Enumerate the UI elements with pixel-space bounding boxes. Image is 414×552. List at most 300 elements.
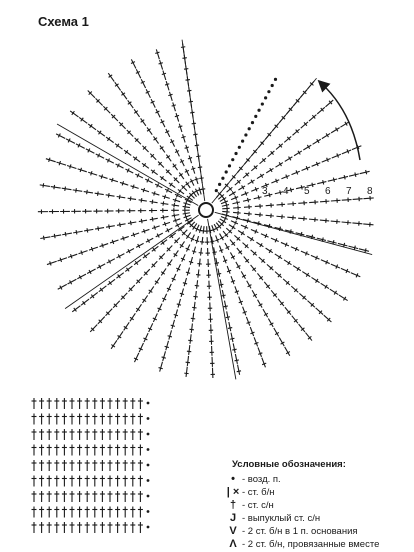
stitch-mark	[186, 182, 191, 188]
stitch-mark	[188, 334, 192, 344]
swatch-stitch	[108, 429, 113, 440]
stitch-mark	[338, 175, 348, 179]
chain-dot	[218, 183, 221, 186]
stitch-mark	[349, 173, 359, 177]
stitch-mark	[165, 188, 172, 192]
stitch-mark	[233, 205, 241, 209]
swatch-stitch	[70, 507, 75, 518]
stitch-mark	[186, 356, 190, 366]
stitch-mark	[331, 219, 341, 223]
stitch-mark	[171, 320, 175, 329]
stitch-mark	[106, 309, 113, 316]
stitch-mark	[189, 257, 193, 265]
stitch-mark	[128, 221, 136, 225]
stitch-mark	[86, 148, 95, 153]
swatch-stitch	[47, 445, 52, 456]
stitch-spoke	[72, 220, 193, 312]
stitch-mark	[153, 136, 158, 143]
stitch-mark	[301, 122, 308, 128]
stitch-mark	[121, 293, 127, 300]
stitch-mark	[71, 209, 81, 213]
stitch-mark	[84, 190, 93, 194]
stitch-mark	[266, 203, 274, 207]
stitch-mark	[136, 277, 142, 283]
swatch-stitch	[47, 507, 52, 518]
stitch-mark	[230, 240, 235, 246]
stitch-mark	[294, 151, 302, 156]
stitch-mark	[171, 208, 179, 212]
stitch-mark	[293, 129, 300, 135]
swatch-stitch	[138, 476, 143, 487]
stitch-mark	[223, 256, 227, 264]
stitch-mark	[165, 81, 169, 90]
stitch-mark	[138, 208, 146, 212]
stitch-mark	[150, 154, 156, 160]
stitch-mark	[162, 195, 169, 199]
stitch-mark	[167, 284, 171, 292]
stitch-mark	[284, 136, 291, 142]
stitch-mark	[143, 333, 148, 342]
swatch-stitch	[92, 445, 97, 456]
stitch-mark	[159, 60, 163, 70]
stitch-mark	[162, 351, 166, 361]
stitch-mark	[231, 221, 238, 225]
stitch-mark	[260, 158, 266, 164]
stitch-mark	[235, 286, 239, 294]
chain-dot	[248, 127, 251, 130]
stitch-mark	[209, 335, 213, 345]
stitch-mark	[66, 138, 75, 143]
center-ring	[199, 203, 213, 217]
stitch-spoke	[38, 208, 190, 214]
stitch-mark	[115, 144, 122, 149]
stitch-mark	[178, 124, 182, 132]
stitch-mark	[181, 254, 185, 261]
chain-dot	[251, 121, 254, 124]
swatch-stitch	[77, 445, 82, 456]
stitch-mark	[292, 316, 298, 324]
stitch-mark	[149, 208, 157, 212]
swatch-stitch	[138, 398, 143, 409]
swatch-stitch	[108, 522, 113, 533]
stitch-mark	[111, 114, 118, 121]
swatch-stitch	[85, 507, 90, 518]
stitch-mark	[175, 149, 179, 156]
stitch-mark	[311, 277, 319, 282]
stitch-mark	[172, 213, 180, 217]
chain-dot	[271, 84, 274, 87]
chain-dot	[234, 152, 237, 155]
swatch-stitch	[138, 491, 143, 502]
stitch-mark	[182, 185, 187, 190]
stitch-mark	[219, 246, 223, 253]
stitch-mark	[82, 209, 91, 213]
swatch-stitch	[85, 429, 90, 440]
stitch-mark	[78, 251, 87, 255]
stitch-mark	[152, 191, 160, 195]
stitch-mark	[153, 313, 158, 321]
stitch-mark	[178, 189, 184, 194]
stitch-mark	[215, 235, 219, 242]
stitch-spoke	[214, 224, 290, 356]
stitch-mark	[146, 89, 151, 98]
swatch-stitch	[123, 507, 128, 518]
stitch-mark	[99, 175, 108, 179]
swatch-stitch	[39, 476, 44, 487]
chain-dot	[215, 189, 218, 192]
swatch-stitch	[130, 414, 135, 425]
swatch-stitch	[39, 445, 44, 456]
stitch-mark	[257, 174, 264, 179]
chain-dot	[267, 90, 270, 93]
stitch-mark	[200, 237, 204, 245]
stitch-mark	[285, 157, 293, 162]
stitch-mark	[146, 238, 153, 242]
stitch-mark	[299, 293, 306, 299]
stitch-mark	[56, 161, 66, 165]
stitch-mark	[73, 230, 82, 234]
swatch-stitch	[108, 398, 113, 409]
stitch-mark	[165, 228, 172, 232]
stitch-mark	[291, 286, 298, 292]
stitch-spoke	[218, 100, 333, 199]
swatch-stitch	[39, 491, 44, 502]
stitch-mark	[46, 158, 56, 162]
stitch-spoke	[211, 225, 266, 367]
stitch-mark	[135, 173, 143, 177]
chain-dot	[254, 115, 257, 118]
stitch-mark	[134, 109, 139, 117]
stitch-mark	[308, 301, 315, 308]
swatch-stitch	[54, 429, 59, 440]
swatch-stitch	[115, 507, 120, 518]
stitch-mark	[305, 333, 311, 341]
swatch-stitch	[54, 414, 59, 425]
stitch-mark	[195, 280, 199, 288]
stitch-mark	[72, 306, 80, 312]
stitch-mark	[157, 304, 162, 312]
stitch-mark	[229, 225, 235, 230]
stitch-mark	[271, 290, 277, 297]
swatch-stitch	[130, 491, 135, 502]
swatch-chain-dot	[147, 464, 150, 467]
swatch-stitch	[123, 445, 128, 456]
stitch-mark	[51, 234, 61, 238]
stitch-mark	[161, 240, 167, 245]
stitch-mark	[275, 190, 283, 194]
circle-wedges	[38, 40, 374, 380]
stitch-mark	[47, 261, 57, 265]
round-number: 3	[262, 186, 268, 197]
swatch-stitch	[123, 491, 128, 502]
stitch-mark	[166, 155, 171, 162]
swatch-stitch	[54, 445, 59, 456]
stitch-mark	[190, 324, 194, 333]
stitch-spoke	[111, 223, 197, 348]
stitch-mark	[342, 220, 352, 224]
swatch-stitch	[47, 460, 52, 471]
stitch-mark	[116, 209, 125, 213]
stitch-mark	[170, 139, 174, 147]
stitch-mark	[317, 107, 325, 114]
stitch-mark	[207, 281, 211, 289]
stitch-mark	[57, 258, 66, 262]
stitch-mark	[127, 130, 133, 137]
stitch-mark	[236, 262, 241, 269]
stitch-mark	[51, 185, 61, 189]
stitch-mark	[271, 179, 279, 183]
stitch-mark	[230, 333, 234, 342]
stitch-mark	[168, 92, 172, 101]
swatch-stitch	[123, 398, 128, 409]
stitch-mark	[237, 248, 242, 254]
stitch-mark	[234, 235, 240, 240]
stitch-mark	[161, 268, 166, 275]
swatch-stitch	[123, 429, 128, 440]
stitch-mark	[188, 156, 192, 164]
stitch-mark	[183, 278, 187, 286]
stitch-mark	[266, 168, 273, 173]
swatch-stitch	[100, 445, 105, 456]
stitch-mark	[239, 297, 243, 305]
swatch-stitch	[108, 460, 113, 471]
stitch-mark	[106, 225, 115, 229]
stitch-mark	[276, 215, 284, 219]
stitch-mark	[77, 274, 86, 279]
stitch-mark	[279, 337, 284, 346]
legend	[226, 458, 412, 551]
stitch-mark	[121, 91, 127, 99]
swatch-stitch	[39, 429, 44, 440]
stitch-mark	[285, 307, 291, 314]
stitch-mark	[106, 158, 114, 163]
swatch-stitch	[108, 414, 113, 425]
swatch-stitch	[32, 414, 37, 425]
swatch-stitch	[100, 460, 105, 471]
stitch-swatch	[32, 398, 150, 533]
stitch-mark	[322, 133, 330, 138]
stitch-mark	[87, 269, 95, 274]
stitch-mark	[56, 133, 65, 138]
swatch-stitch	[115, 445, 120, 456]
round-number: 7	[346, 186, 352, 197]
swatch-stitch	[77, 429, 82, 440]
stitch-mark	[142, 229, 150, 233]
stitch-mark	[88, 124, 96, 130]
round-labels	[262, 186, 373, 197]
stitch-mark	[150, 217, 158, 221]
swatch-stitch	[123, 476, 128, 487]
stitch-mark	[262, 358, 266, 368]
stitch-mark	[81, 299, 89, 305]
stitch-mark	[105, 209, 114, 213]
swatch-stitch	[130, 460, 135, 471]
stitch-mark	[258, 300, 263, 308]
stitch-mark	[98, 317, 105, 324]
swatch-stitch	[77, 522, 82, 533]
swatch-stitch	[70, 445, 75, 456]
stitch-mark	[237, 365, 241, 375]
stitch-mark	[186, 268, 190, 276]
stitch-mark	[363, 222, 373, 226]
stitch-mark	[172, 274, 176, 282]
stitch-mark	[167, 259, 172, 266]
round-number: 8	[367, 186, 373, 197]
stitch-mark	[210, 346, 214, 356]
stitch-mark	[229, 191, 235, 195]
stitch-mark	[256, 242, 263, 247]
stitch-mark	[331, 128, 340, 133]
stitch-mark	[238, 231, 245, 236]
chain-dot	[238, 146, 241, 149]
stitch-mark	[184, 367, 188, 377]
swatch-stitch	[115, 429, 120, 440]
stitch-mark	[353, 197, 363, 201]
chain-dot	[225, 170, 228, 173]
stitch-mark	[197, 259, 201, 267]
stitch-mark	[89, 247, 98, 251]
stitch-mark	[151, 261, 157, 267]
swatch-stitch	[138, 507, 143, 518]
stitch-spoke	[40, 211, 190, 240]
stitch-mark	[303, 145, 311, 150]
stitch-mark	[225, 243, 229, 250]
stitch-mark	[208, 302, 212, 311]
stitch-mark	[115, 82, 121, 90]
stitch-mark	[155, 109, 160, 117]
stitch-mark	[136, 304, 141, 312]
stitch-mark	[68, 279, 77, 284]
swatch-stitch	[100, 414, 105, 425]
stitch-mark	[207, 292, 211, 301]
swatch-stitch	[85, 445, 90, 456]
stitch-mark	[227, 266, 231, 274]
stitch-mark	[259, 257, 265, 263]
stitch-mark	[223, 301, 227, 310]
stitch-mark	[109, 178, 118, 182]
stitch-mark	[238, 185, 245, 190]
stitch-mark	[97, 131, 105, 137]
swatch-stitch	[92, 429, 97, 440]
stitch-mark	[161, 215, 169, 219]
stitch-mark	[160, 119, 165, 127]
swatch-chain-dot	[147, 526, 150, 529]
swatch-stitch	[85, 491, 90, 502]
stitch-mark	[228, 322, 232, 331]
swatch-stitch	[85, 460, 90, 471]
swatch-stitch	[32, 398, 37, 409]
swatch-stitch	[54, 476, 59, 487]
swatch-stitch	[85, 522, 90, 533]
stitch-mark	[141, 188, 149, 192]
stitch-mark	[255, 204, 263, 208]
stitch-mark	[251, 250, 257, 256]
stitch-mark	[150, 200, 158, 204]
stitch-mark	[309, 200, 318, 204]
stitch-mark	[252, 290, 257, 298]
chain-dot	[264, 96, 267, 99]
stitch-mark	[121, 236, 129, 240]
stitch-mark	[298, 216, 307, 220]
stitch-mark	[342, 149, 351, 154]
chain-dot	[257, 109, 260, 112]
stitch-mark	[90, 324, 97, 331]
stitch-mark	[231, 276, 235, 284]
stitch-mark	[40, 183, 50, 187]
stitch-mark	[162, 71, 166, 80]
stitch-mark	[165, 341, 169, 350]
stitch-mark	[226, 311, 230, 320]
stitch-mark	[235, 180, 241, 185]
stitch-mark	[205, 226, 209, 233]
swatch-stitch	[32, 476, 37, 487]
stitch-mark	[287, 202, 296, 206]
swatch-stitch	[108, 476, 113, 487]
stitch-mark	[243, 173, 249, 178]
swatch-chain-dot	[147, 402, 150, 405]
swatch-stitch	[32, 445, 37, 456]
stitch-mark	[325, 100, 333, 107]
stitch-mark	[174, 250, 179, 257]
stitch-mark	[250, 327, 254, 336]
swatch-stitch	[123, 522, 128, 533]
stitch-mark	[128, 100, 134, 108]
stitch-mark	[191, 313, 195, 322]
stitch-mark	[243, 198, 251, 202]
stitch-mark	[183, 211, 190, 215]
stitch-mark	[206, 248, 210, 256]
stitch-mark	[133, 157, 140, 162]
post-stitch-icon: J	[229, 512, 237, 524]
stitch-mark	[226, 228, 232, 233]
round-number: 6	[325, 186, 331, 197]
swatch-stitch	[32, 460, 37, 471]
swatch-stitch	[108, 445, 113, 456]
stitch-mark	[180, 241, 185, 247]
stitch-spoke	[88, 91, 195, 199]
stitch-mark	[206, 259, 210, 267]
stitch-mark	[131, 233, 139, 237]
stitch-mark	[134, 259, 141, 264]
stitch-mark	[243, 243, 249, 248]
swatch-stitch	[62, 460, 67, 471]
chain-dot	[261, 102, 264, 105]
stitch-mark	[38, 209, 48, 213]
swatch-stitch	[92, 476, 97, 487]
swatch-stitch	[100, 398, 105, 409]
stitch-mark	[111, 340, 117, 348]
stitch-mark	[268, 151, 275, 157]
swatch-stitch	[115, 398, 120, 409]
stitch-mark	[255, 213, 263, 217]
stitch-mark	[160, 146, 165, 153]
stitch-mark	[179, 173, 184, 179]
stitch-mark	[342, 198, 352, 202]
stitch-mark	[287, 216, 296, 220]
stitch-mark	[169, 183, 175, 188]
stitch-mark	[241, 271, 246, 278]
stitch-mark	[127, 209, 135, 213]
stitch-mark	[340, 122, 349, 127]
stitch-mark	[187, 345, 191, 355]
stitch-mark	[271, 238, 279, 242]
stitch-mark	[278, 299, 284, 306]
stitch-mark	[139, 219, 147, 223]
stitch-mark	[120, 181, 128, 185]
swatch-chain-dot	[147, 448, 150, 451]
stitch-spoke	[90, 222, 195, 332]
swatch-chain-dot	[147, 510, 150, 513]
